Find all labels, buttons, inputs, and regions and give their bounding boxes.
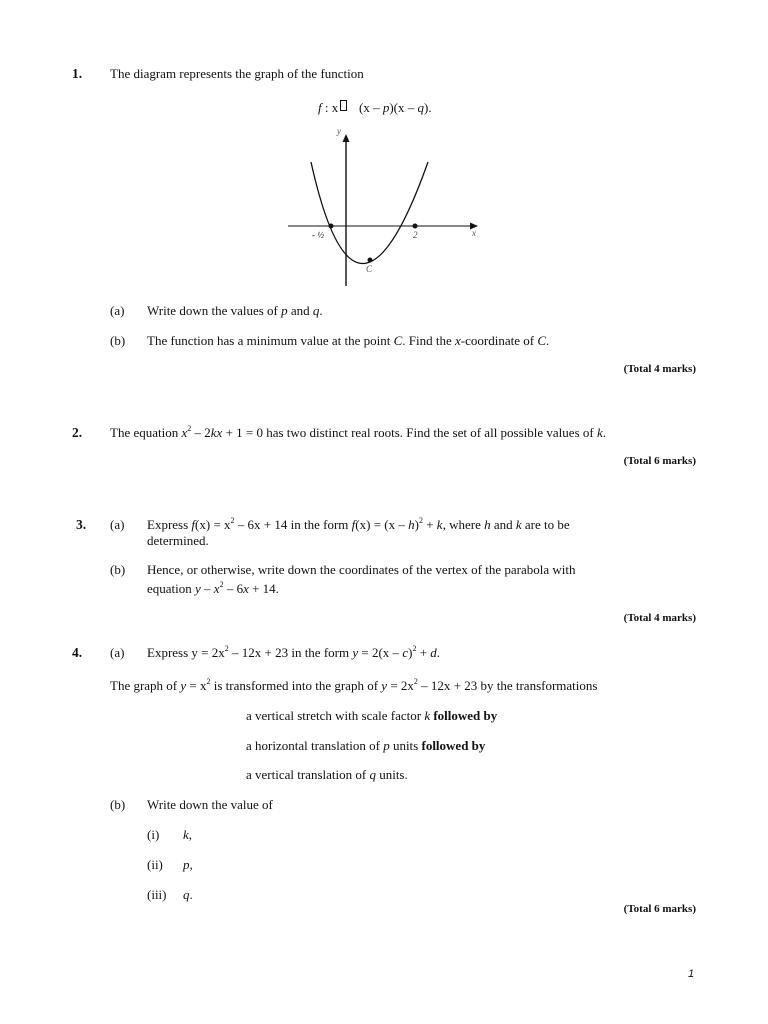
subpart-text: k,: [183, 827, 193, 842]
part-label: (a): [110, 517, 125, 532]
parabola-curve: [311, 162, 428, 264]
subpart-label: (i): [147, 827, 160, 842]
mapsto-glyph: [340, 100, 347, 111]
subpart-label: (iii): [147, 887, 167, 902]
subpart-text: q.: [183, 887, 193, 902]
vertex-label: C: [366, 264, 373, 274]
x-axis-label: x: [472, 228, 476, 238]
question-number: 2.: [72, 425, 83, 440]
part-text-continued: equation $y - x^2 - 6x + 14$.: [147, 580, 279, 596]
total-marks: (Total 6 marks): [623, 455, 696, 467]
part-text: Express $y = 2x^2 - 12x + 23$ in the form y = 2(x – c)$^2$ + d.: [147, 644, 441, 660]
transformation-item: a horizontal translation of p units followed by: [246, 738, 486, 753]
part-label: (a): [110, 645, 125, 660]
question-text: The graph of $y = x^2$ is transformed into the graph of $y = 2x^2 - 12x + 23$ by the transformations: [110, 677, 598, 693]
left-root-label: - ½: [312, 230, 324, 240]
subpart-text: p,: [183, 857, 193, 872]
part-label: (b): [110, 562, 126, 577]
part-text-continued: determined.: [147, 533, 209, 548]
function-definition: f : x (x – p)(x – q).: [318, 100, 432, 115]
part-label: (b): [110, 797, 126, 812]
left-root-point: [329, 224, 334, 229]
part-text: Write down the value of: [147, 797, 273, 812]
question-text: The equation $x^2 - 2kx + 1 = 0$ has two distinct real roots. Find the set of all possible values of k.: [110, 424, 606, 440]
part-text: Express $f(x) = x^2 - 6x + 14$ in the form f(x) = (x – h)$^2$ + k, where h and k are to be: [147, 516, 570, 532]
y-axis-arrow: [343, 134, 350, 142]
question-number: 4.: [72, 645, 83, 660]
transformation-item: a vertical stretch with scale factor k followed by: [246, 708, 498, 723]
part-text: The function has a minimum value at the point C. Find the x-coordinate of C.: [147, 333, 550, 348]
right-root-label: 2: [413, 230, 418, 240]
right-root-point: [413, 224, 418, 229]
y-axis-label: y: [337, 126, 341, 136]
parabola-graph: [280, 122, 490, 290]
question-number: 1.: [72, 66, 83, 81]
part-label: (a): [110, 303, 125, 318]
part-label: (b): [110, 333, 126, 348]
page-number: 1: [688, 968, 695, 980]
part-text: Hence, or otherwise, write down the coordinates of the vertex of the parabola with: [147, 562, 576, 577]
transformation-item: a vertical translation of q units.: [246, 767, 408, 782]
part-text: Write down the values of p and q.: [147, 303, 323, 318]
total-marks: (Total 6 marks): [623, 903, 696, 915]
subpart-label: (ii): [147, 857, 163, 872]
question-text: The diagram represents the graph of the function: [110, 66, 364, 81]
total-marks: (Total 4 marks): [623, 612, 696, 624]
vertex-point: [368, 258, 373, 263]
total-marks: (Total 4 marks): [623, 363, 696, 375]
question-number: 3.: [76, 517, 87, 532]
